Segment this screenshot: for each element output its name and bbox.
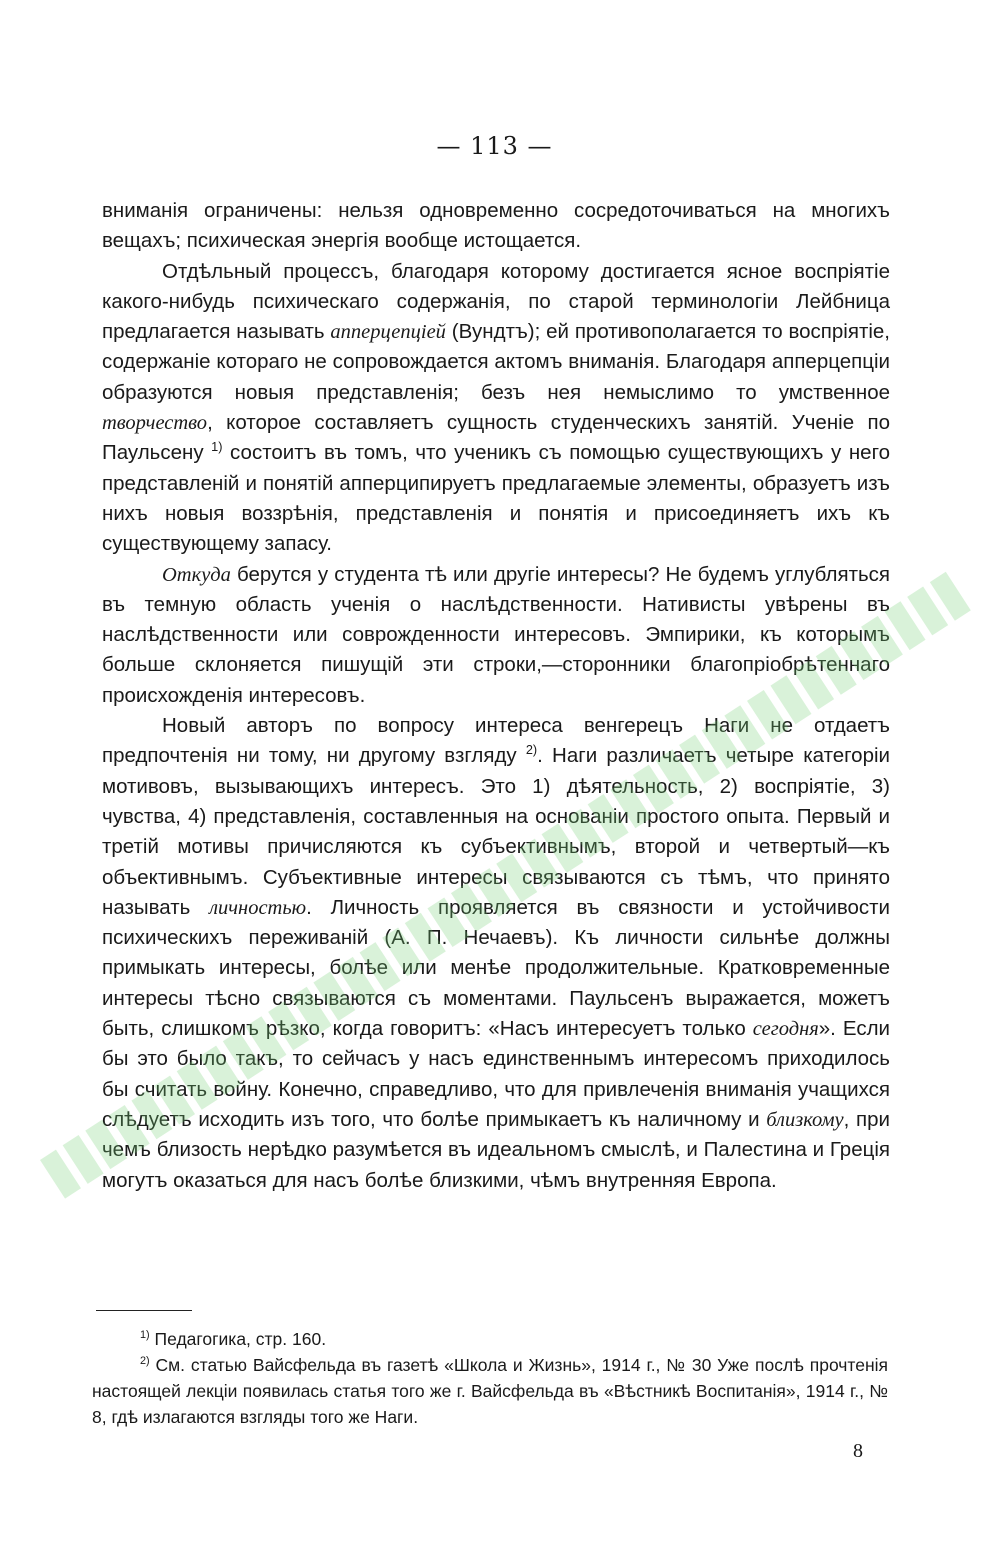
footnote-ref-2: 2) (525, 742, 538, 758)
paragraph-2-text-4: состоитъ въ томъ, что ученикъ съ помощью существующихъ у него представленій и понятій апперципируетъ предлагаемые элементы, образуетъ изъ нихъ новыя воззрѣнія, представленія и понятія и присоединяетъ ихъ къ существующему запасу. (102, 441, 891, 556)
footnotes (92, 1326, 888, 1430)
footnote-1-marker: 1) (140, 1329, 150, 1342)
paragraph-4-text-3: . Личность проявляется въ связности и устойчивости психическихъ переживаній (А. П. Нечаевъ). Къ личности сильнѣе должны примыкать интересы, болѣе или менѣе продолжительные. Кратковременные интересы тѣсно связываются съ моментами. Паульсенъ выражается, можетъ быть, слишкомъ рѣзко, когда говоритъ: «Насъ интересуетъ только (102, 895, 890, 1041)
paragraph-4-text-4: ». Если бы это было такъ, то сейчасъ у насъ единственнымъ интересомъ приходилось бы считать войну. Конечно, справедливо, что для привлеченія вниманія учащихся слѣдуетъ исходить изъ того, что болѣе примыкаетъ къ наличному и (102, 1017, 891, 1131)
paragraph-2-text-2: (Вундтъ); ей противополагается то воспріятіе, содержаніе котораго не сопровождается актомъ вниманія. Благодаря апперцепціи образуются новыя представленія; безъ нея немыслимо то умственное (102, 320, 890, 404)
paragraph-3 (102, 560, 890, 711)
paragraph-3-text-1: берутся у студента тѣ или другіе интересы? Не будемъ углубляться въ темную область ученія о наслѣдственности. Нативисты увѣрены въ наслѣдственности или соврожденности интересовъ. Эмпирики, къ которымъ больше склоняется пишущій эти строки,—сторонники благопріобрѣтеннаго происхожденія интересовъ. (102, 562, 890, 707)
body-text (102, 196, 890, 1196)
paragraph-4-text-1: Новый авторъ по вопросу интереса венгерецъ Наги не отдаетъ предпочтенія ни тому, ни другому взгляду (102, 714, 890, 768)
footnote-ref-1: 1) (211, 439, 223, 455)
term-whence: Откуда (162, 563, 231, 586)
paragraph-4 (102, 711, 890, 1196)
term-close: близкому (766, 1108, 844, 1131)
paragraph-2-text-1: Отдѣльный процессъ, благодаря которому достигается ясное воспріятіе какого-нибудь психическаго содержанія, по старой терминологіи Лейбница предлагается называть (102, 259, 890, 344)
paragraph-4-text-2: . Наги различаетъ четыре категоріи мотивовъ, вызывающихъ интересъ. Это 1) дѣятельность, 2) воспріятіе, 3) чувства, 4) представленія, составленныя на основаніи простого опыта. Первый и третій мотивы причисляются къ субъективнымъ, второй и четвертый—къ объективнымъ. Субъективные интересы связываются съ тѣмъ, что принято называть (102, 744, 890, 919)
term-today: сегодня (752, 1018, 819, 1041)
term-personality: личностью (209, 896, 307, 919)
footnote-1 (92, 1326, 888, 1352)
term-apperception: апперцепціей (330, 321, 446, 344)
term-creativity: творчество (102, 412, 208, 435)
paragraph-2 (102, 257, 890, 560)
footnote-1-text: Педагогика, стр. 160. (149, 1329, 327, 1349)
footnote-divider (96, 1310, 192, 1311)
footnote-2-text: См. статью Вайсфельда въ газетѣ «Школа и Жизнь», 1914 г., № 30 Уже послѣ прочтенія настоящей лекціи появилась статья того же г. Вайсфельда въ «Вѣстникѣ Воспитанія», 1914 г., № 8, гдѣ излагаются взгляды того же Наги. (92, 1355, 888, 1427)
footnote-2-marker: 2) (140, 1355, 150, 1368)
footnote-2 (92, 1352, 888, 1430)
paragraph-1-text: вниманія ограничены: нельзя одновременно сосредоточиваться на многихъ вещахъ; психическая энергія вообще истощается. (102, 199, 890, 253)
paragraph-2-text-3: , которое составляетъ сущность студенческихъ занятій. Ученіе по Паульсену (102, 411, 890, 465)
paragraph-4-text-5: , при чемъ близость нерѣдко разумѣется въ идеальномъ смыслѣ, и Палестина и Греція могутъ оказаться для насъ болѣе близкими, чѣмъ внутренняя Европа. (102, 1107, 890, 1192)
page-number: — 113 — (436, 132, 553, 160)
paragraph-1 (102, 196, 890, 257)
signature-mark: 8 (853, 1440, 863, 1462)
